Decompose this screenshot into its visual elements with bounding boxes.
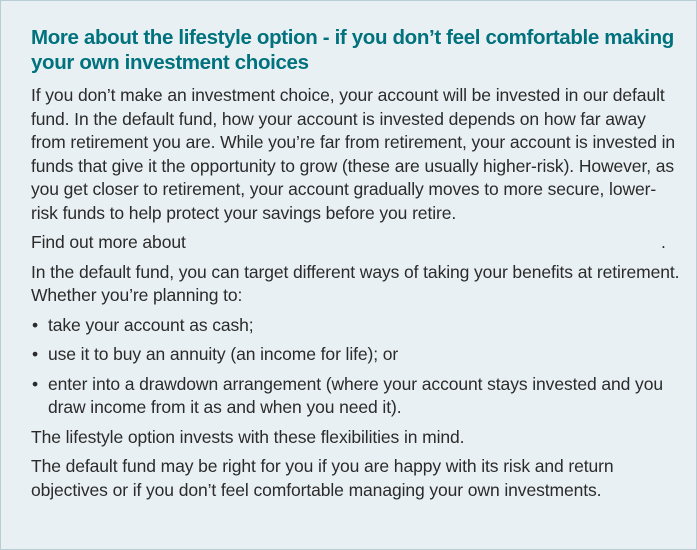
list-item-text: take your account as cash; bbox=[48, 314, 254, 335]
list-item bbox=[31, 314, 681, 338]
bullet-icon: • bbox=[32, 314, 39, 335]
list-item bbox=[31, 343, 681, 367]
bullet-icon: • bbox=[32, 344, 39, 364]
list-item-text: use it to buy an annuity (an income for life); or bbox=[48, 344, 399, 364]
suitability-paragraph: The default fund may be right for you if you are happy with its risk and return objectives or if you don’t feel comfortable managing your own investments. bbox=[31, 456, 614, 500]
intro-paragraph: If you don’t make an investment choice, your account will be invested in our default fund. In the default fund, how your account is invested depends on how far away from retirement you are. While you’re far from retirement, your account is invested in funds that give it the opportunity to grow (these are usually higher-risk). However, as you get closer to retirement, your account gradually moves to more secure, lower-risk funds to help protect your savings before you retire. bbox=[31, 85, 676, 223]
find-out-more-line bbox=[31, 231, 681, 255]
options-intro-paragraph: In the default fund, you can target different ways of taking your benefits at retirement. Whether you’re planning to: bbox=[31, 261, 680, 305]
find-out-more-text: Find out more about bbox=[31, 232, 186, 252]
panel-content bbox=[31, 25, 681, 508]
section-heading: More about the lifestyle option - if you don’t feel comfortable making your own investment choices bbox=[31, 26, 674, 74]
list-item-text: enter into a drawdown arrangement (where your account stays invested and you draw income from it as and when you need it). bbox=[48, 373, 663, 417]
retirement-options-list bbox=[31, 314, 681, 420]
find-out-more-period: . bbox=[661, 232, 666, 252]
flexibility-paragraph: The lifestyle option invests with these flexibilities in mind. bbox=[31, 426, 465, 447]
list-item bbox=[31, 373, 681, 420]
bullet-icon: • bbox=[32, 373, 39, 394]
